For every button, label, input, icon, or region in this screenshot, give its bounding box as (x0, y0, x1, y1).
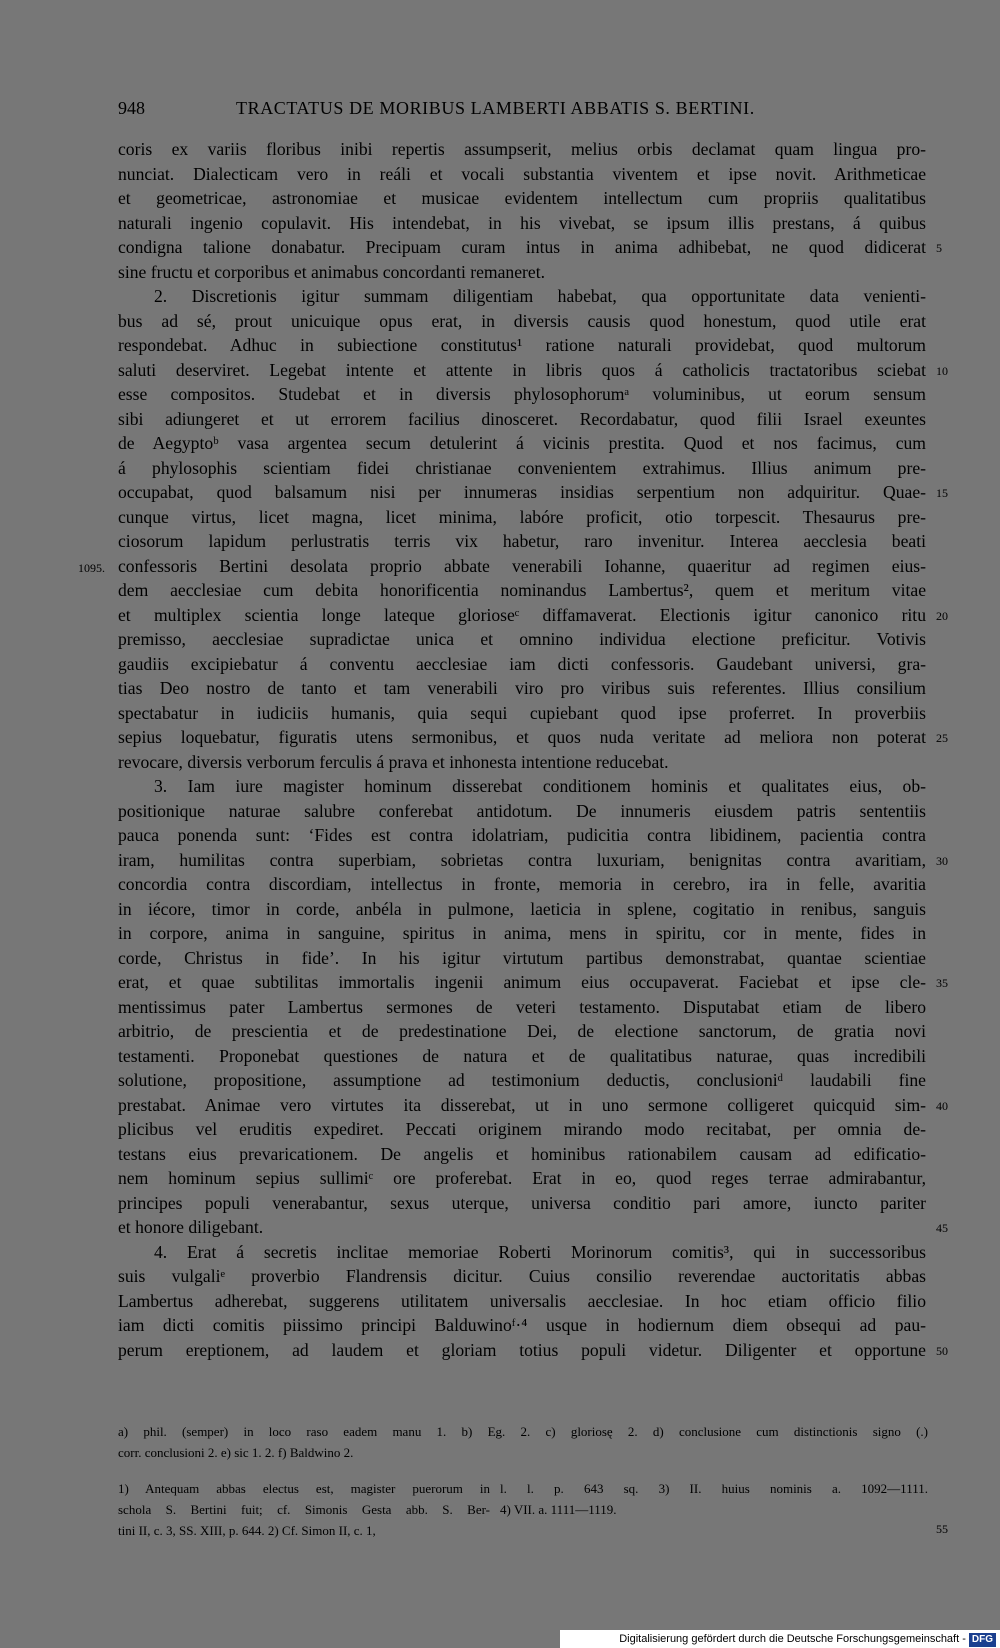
text-line-content: iam dicti comitis piissimo principi Balduwinoᶠ·⁴ usque in hodiernum diem obsequi ad pau- (118, 1315, 926, 1335)
text-line-content: sine fructu et corporibus et animabus concordanti remaneret. (118, 261, 545, 282)
text-line-content: perum ereptionem, ad laudem et gloriam totius populi videtur. Diligenter et opportune (118, 1339, 926, 1360)
text-line-content: dem aecclesiae cum debita honorificentia nominandus Lambertus², quem et meritum vitae (118, 580, 926, 600)
text-line-content: cunque virtus, licet magna, licet minima, labóre proficit, otio torpescit. Thesaurus pre- (118, 506, 926, 527)
text-line (118, 1240, 926, 1265)
line-number: 55 (936, 1522, 948, 1536)
text-line (118, 627, 926, 652)
text-line-content: principes populi venerabantur, sexus uterque, universa conditio pari amore, iuncto pariter (118, 1192, 926, 1213)
text-line-content: erat, et quae subtilitas immortalis ingenii animum eius occupaverat. Faciebat et ipse cle- (118, 972, 926, 992)
text-line-content: in iécore, timor in corde, anbéla in pulmone, laeticia in splene, cogitatio in renibus, sanguis (118, 898, 926, 919)
text-line (118, 284, 926, 309)
text-line-content: sepius loquebatur, figuratis utens sermonibus, et quos nuda veritate ad meliora non poterat (118, 727, 926, 747)
text-line (118, 1068, 926, 1093)
text-line-content: gaudiis excipiebatur á conventu aecclesiae iam dicti confessoris. Gaudebant universi, gra- (118, 653, 926, 674)
line-number: 10 (936, 363, 948, 378)
text-line-content: ciosorum lapidum perlustratis terris vix habetur, raro invenitur. Interea aecclesia beati (118, 531, 926, 551)
margin-year: 1095. (78, 560, 105, 575)
line-number: 15 (936, 486, 948, 500)
text-line (118, 1166, 926, 1191)
text-line-content: confessoris Bertini desolata proprio abbate venerabili Iohanne, quaeritur ad regimen eius- (118, 555, 926, 576)
line-number: 50 (936, 1343, 948, 1358)
text-line (118, 211, 926, 236)
text-line (118, 431, 926, 456)
text-line (118, 872, 926, 897)
text-line (118, 774, 926, 799)
line-number: 25 (936, 731, 948, 745)
text-line-content: plicibus vel eruditis expediret. Peccati originem mirando modo recitabat, per omnia de- (118, 1119, 926, 1139)
critical-apparatus (118, 1422, 928, 1464)
text-line-content: sibi adiungeret et ut errorem facilius dinosceret. Recordabatur, quod filii Israel exeuntes (118, 408, 926, 429)
line-number: 35 (936, 976, 948, 990)
text-line-content: nem hominum sepius sullimiᶜ ore proferebat. Erat in eo, quod reges terrae admirabantur, (118, 1168, 926, 1188)
digitization-credit (560, 1630, 1000, 1648)
text-line-content: esse compositos. Studebat et in diversis phylosophorumᵃ voluminibus, ut eorum sensum (118, 384, 926, 404)
text-line (118, 260, 926, 285)
text-line (118, 1044, 926, 1069)
text-line-content: 3. Iam iure magister hominum disserebat conditionem hominis et qualitates eius, ob- (154, 776, 926, 796)
text-line (118, 1019, 926, 1044)
notes-right-column (500, 1478, 928, 1520)
text-line (118, 848, 948, 873)
text-line (118, 995, 926, 1020)
text-line (118, 725, 948, 750)
text-line-content: condigna talione donabatur. Precipuam curam intus in anima adhibebat, ne quod didicerat (118, 237, 926, 257)
text-line (118, 921, 926, 946)
text-line-content: corde, Christus in fide’. In his igitur virtutum partibus demonstrabat, quantae scientiae (118, 947, 926, 968)
text-line-content: saluti deserviret. Legebat intente et attente in libris quos á catholicis tractatoribus sciebat (118, 359, 926, 380)
text-line (118, 235, 942, 260)
text-line-content: á phylosophis scientiam fidei christianae convenientem extrahimus. Illius animum pre- (118, 457, 926, 478)
text-line-content: prestabat. Animae vero virtutes ita disserebat, ut in uno sermone colligeret quicquid sim- (118, 1094, 926, 1115)
text-line-content: tias Deo nostro de tanto et tam venerabili viro pro viribus suis referentes. Illius consilium (118, 678, 926, 698)
text-line (118, 701, 926, 726)
text-line (118, 676, 926, 701)
text-line (118, 799, 926, 824)
text-line-content: testamenti. Proponebat questiones de natura et de qualitatibus naturae, quas incredibili (118, 1045, 926, 1066)
text-line (118, 333, 926, 358)
line-number: 40 (936, 1098, 948, 1113)
text-line (118, 186, 926, 211)
text-line-content: de Aegyptoᵇ vasa argentea secum detulerint á vicinis prestita. Quod et nos facimus, cum (118, 433, 926, 453)
text-line-content: respondebat. Adhuc in subiectione constitutus¹ ratione naturali providebat, quod multorum (118, 335, 926, 355)
text-line-content: revocare, diversis verborum ferculis á prava et inhonesta intentione reducebat. (118, 751, 669, 772)
text-line-content: testans eius prevaricationem. De angelis et hominibus rationabilem causam ad edificatio- (118, 1143, 926, 1164)
text-line (118, 750, 926, 775)
text-line (118, 1338, 948, 1363)
text-line-content: bus ad sé, prout unicuique opus erat, in diversis causis quod honestum, quod utile erat (118, 310, 926, 331)
text-line-content: occupabat, quod balsamum nisi per innumeras insidias serpentium non adquiritur. Quae- (118, 482, 926, 502)
text-line-content: suis vulgaliᵉ proverbio Flandrensis dicitur. Cuius consilio reverendae auctoritatis abbas (118, 1266, 926, 1286)
note-line: schola S. Bertini fuit; cf. Simonis Gesta abb. S. Ber- (118, 1502, 490, 1517)
text-line (118, 309, 926, 334)
text-line (118, 1093, 948, 1118)
text-line-content: mentissimus pater Lambertus sermones de veteri testamento. Disputabat etiam de libero (118, 996, 926, 1017)
text-line-content: arbitrio, de prescientia et de predestinatione Dei, de electione sanctorum, de gratia novi (118, 1021, 926, 1041)
line-number: 30 (936, 853, 948, 868)
line-number: 5 (936, 241, 942, 255)
main-text (78, 137, 948, 1362)
text-line-content: concordia contra discordiam, intellectus in fronte, memoria in cerebro, ira in felle, avaritia (118, 874, 926, 894)
text-line (118, 970, 948, 995)
running-header (118, 98, 818, 126)
line-number: 20 (936, 608, 948, 623)
note-line: 4) VII. a. 1111—1119. (500, 1502, 617, 1517)
text-line (118, 578, 926, 603)
text-line-content: 4. Erat á secretis inclitae memoriae Roberti Morinorum comitis³, qui in successoribus (154, 1241, 926, 1262)
text-line (118, 407, 926, 432)
text-line (118, 603, 948, 628)
text-line-content: et geometricae, astronomiae et musicae evidentem intellectum cum propriis qualitatibus (118, 188, 926, 208)
text-line (118, 1313, 926, 1338)
text-line-content: spectabatur in iudiciis humanis, quia sequi cupiebant quod ipse proferret. In proverbiis (118, 702, 926, 723)
note-line: tini II, c. 3, SS. XIII, p. 644. 2) Cf. Simon II, c. 1, (118, 1523, 376, 1538)
text-line (118, 652, 926, 677)
text-line (118, 1191, 926, 1216)
text-line-content: pauca ponenda sunt: ‘Fides est contra idolatriam, pudicitia contra libidinem, pacientia contra (118, 825, 926, 845)
text-line (118, 382, 926, 407)
text-line-content: iram, humilitas contra superbiam, sobrietas contra luxuriam, benignitas contra avaritiam, (118, 849, 926, 870)
dfg-logo: DFG (969, 1633, 996, 1647)
text-line-content: Lambertus adherebat, suggerens utilitatem universalis aecclesiae. In hoc etiam officio filio (118, 1290, 926, 1311)
text-line-content: premisso, aecclesiae supradictae unica et omnino individua electione preficitur. Votivis (118, 629, 926, 649)
note-line: l. l. p. 643 sq. 3) II. huius nominis a. 1092—1111. (500, 1481, 928, 1496)
text-line (118, 456, 926, 481)
text-line (118, 946, 926, 971)
note-line: 1) Antequam abbas electus est, magister puerorum in (118, 1481, 490, 1496)
text-line (118, 1289, 926, 1314)
text-line (118, 1142, 926, 1167)
text-line (118, 480, 948, 505)
text-line (78, 554, 926, 579)
text-line (118, 505, 926, 530)
credit-text: Digitalisierung gefördert durch die Deutsche Forschungsgemeinschaft - (619, 1633, 966, 1645)
running-title: TRACTATUS DE MORIBUS LAMBERTI ABBATIS S. BERTINI. (236, 98, 755, 118)
text-line-content: nunciat. Dialecticam vero in reáli et vocali substantia viventem et ipse novit. Arithmeticae (118, 163, 926, 184)
text-line (118, 1215, 948, 1240)
text-line (118, 358, 948, 383)
text-line-content: naturali ingenio copulavit. His intendebat, in his vivebat, se ipsum illis prestans, á quibus (118, 212, 926, 233)
text-line (118, 1117, 926, 1142)
text-line-content: 2. Discretionis igitur summam diligentiam habebat, qua opportunitate data venienti- (154, 286, 926, 306)
text-line-content: in corpore, anima in sanguine, spiritus in anima, mens in spiritu, cor in mente, fides in (118, 923, 926, 943)
text-line (118, 162, 926, 187)
text-line-content: et honore diligebant. (118, 1217, 264, 1237)
text-line (118, 823, 926, 848)
line-number: 45 (936, 1221, 948, 1235)
text-line (118, 1264, 926, 1289)
text-line-content: et multiplex scientia longe lateque glorioseᶜ diffamaverat. Electionis igitur canonico ritu (118, 604, 926, 625)
text-line (118, 897, 926, 922)
text-line (118, 137, 926, 162)
page-number: 948 (118, 98, 145, 118)
apparatus-line: a) phil. (semper) in loco raso eadem manu 1. b) Eg. 2. c) gloriosę 2. d) conclusione cum distinctionis signo (.) (118, 1424, 928, 1439)
text-line (118, 529, 926, 554)
text-line-content: coris ex variis floribus inibi repertis assumpserit, melius orbis declamat quam lingua pro- (118, 139, 926, 159)
text-line-content: positionique naturae salubre conferebat antidotum. De innumeris eiusdem patris sententiis (118, 800, 926, 821)
text-line-content: solutione, propositione, assumptione ad testimonium deductis, conclusioniᵈ laudabili fine (118, 1070, 926, 1090)
notes-left-column (118, 1478, 490, 1541)
apparatus-line: corr. conclusioni 2. e) sic 1. 2. f) Baldwino 2. (118, 1445, 354, 1460)
